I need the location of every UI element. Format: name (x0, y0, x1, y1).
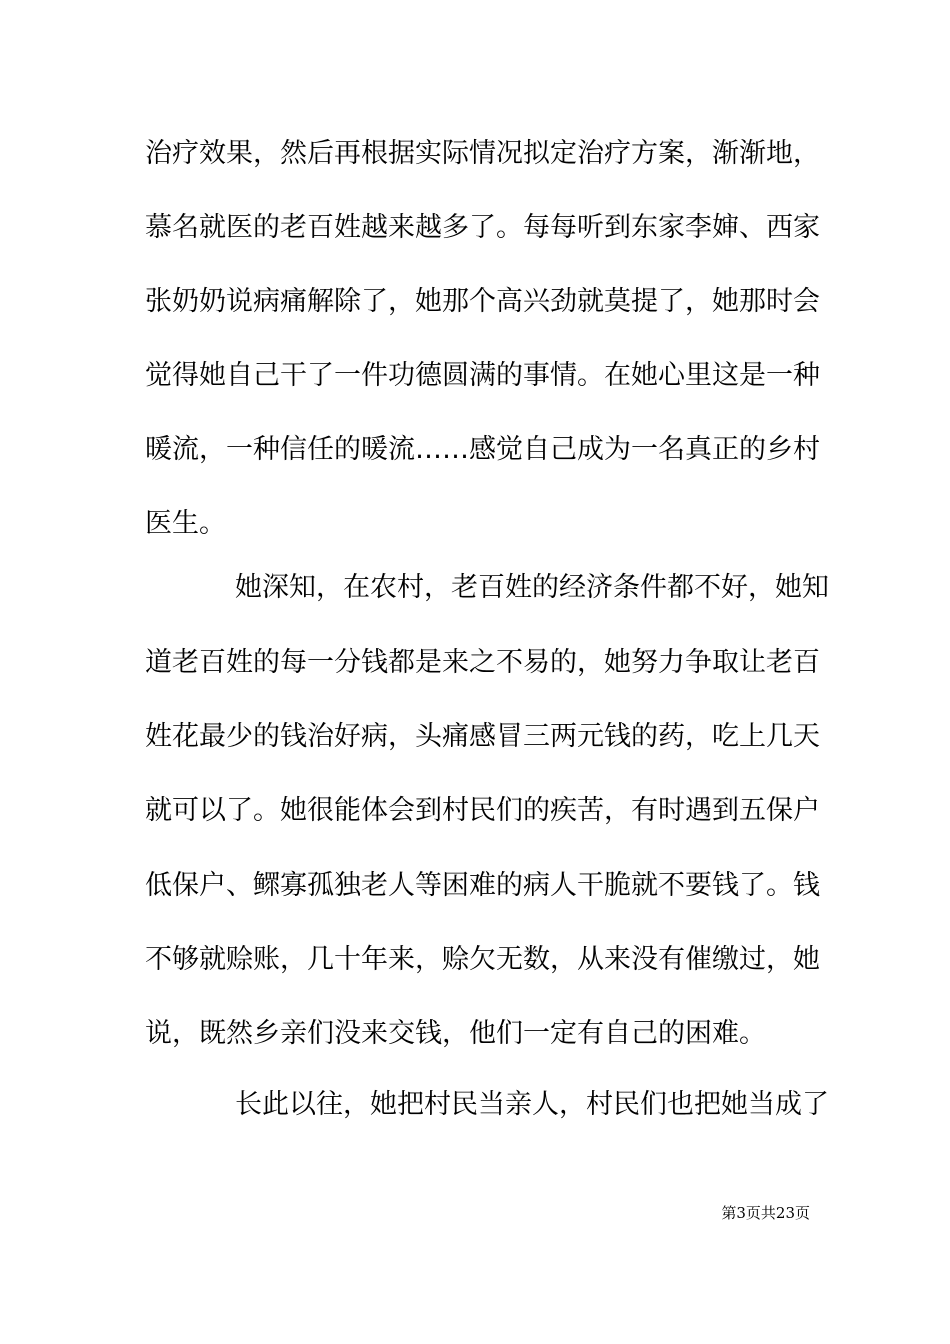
text-line-10: 就可以了。她很能体会到村民们的疾苦，有时遇到五保户 (145, 795, 820, 826)
text-line-8: 道老百姓的每一分钱都是来之不易的，她努力争取让老百 (145, 647, 820, 678)
text-line-7: 她深知，在农村，老百姓的经济条件都不好，她知 (235, 572, 829, 603)
text-line-11: 低保户、鳏寡孤独老人等困难的病人干脆就不要钱了。钱 (145, 870, 820, 901)
text-line-5: 暖流，一种信任的暖流……感觉自己成为一名真正的乡村 (145, 434, 820, 465)
text-line-14: 长此以往，她把村民当亲人，村民们也把她当成了 (235, 1089, 829, 1120)
text-line-9: 姓花最少的钱治好病，头痛感冒三两元钱的药，吃上几天 (145, 721, 820, 752)
text-line-13: 说，既然乡亲们没来交钱，他们一定有自己的困难。 (145, 1018, 766, 1049)
text-line-6: 医生。 (145, 508, 226, 539)
text-line-2: 慕名就医的老百姓越来越多了。每每听到东家李婶、西家 (145, 212, 820, 243)
text-line-1: 治疗效果，然后再根据实际情况拟定治疗方案，渐渐地， (145, 138, 820, 169)
text-line-12: 不够就赊账，几十年来，赊欠无数，从来没有催缴过，她 (145, 944, 820, 975)
text-line-4: 觉得她自己干了一件功德圆满的事情。在她心里这是一种 (145, 360, 820, 391)
text-line-3: 张奶奶说病痛解除了，她那个高兴劲就莫提了，她那时会 (145, 286, 820, 317)
page-number-footer: 第3页共23页 (721, 1204, 810, 1222)
